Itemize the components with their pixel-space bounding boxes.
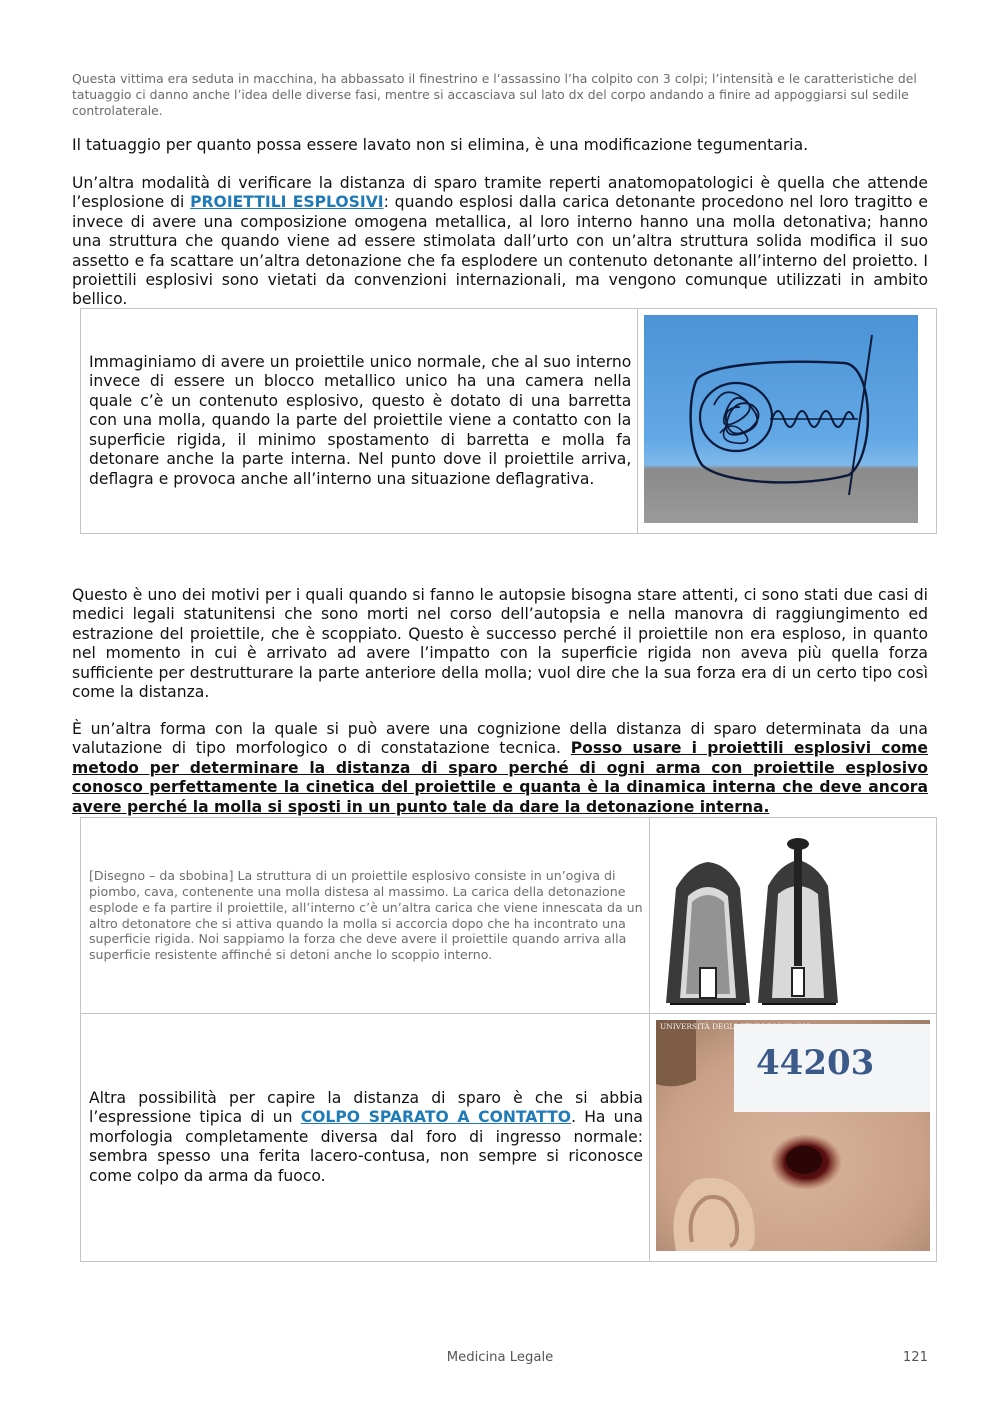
box-text-cell: [81, 1014, 650, 1262]
paragraph-text: : quando esplosi dalla carica detonante procedono nel loro tragitto e invece di avere una composizione omogena metallica, al loro interno hanno una molla detonativa; hanno una struttura che quando viene ad essere stimolata dall’urto con un’altra struttura solida modifica il suo assetto e fa scattare un’altra detonazione che fa esplodere un contenuto detonante all’interno del proietto. I proiettili esplosivi sono vietati da convenzioni internazionali, ma vengono comunque utilizzati in ambito bellico.: [72, 193, 928, 309]
contact-shot-text: [89, 1089, 643, 1186]
paragraph-tattoo: Il tatuaggio per quanto possa essere lavato non si elimina, è una modificazione tegumentaria.: [72, 136, 809, 154]
bullet-structure-table: [80, 817, 937, 1262]
paragraph-explosive-bullets: [72, 174, 928, 310]
emphasized-text: Posso usare i proiettili esplosivi come metodo per determinare la distanza di sparo perché di ogni arma con proiettile esplosivo conosco perfettamente la cinetica del proiettile e quanta è la dinamica interna che deve ancora avere perché la molla si sposti in un punto tale da dare la detonazione interna.: [72, 739, 928, 816]
page-number: 121: [902, 1350, 928, 1365]
photo-header-text: UNIVERSITÀ DEGLI STUDI DI MILANO: [660, 1022, 812, 1031]
contact-wound-photo: [656, 1020, 930, 1251]
box-text-cell: [81, 309, 638, 534]
paragraph-text: Un’altra modalità di verificare la distanza di sparo tramite reperti anatomopatologici è quella che attende l’esplosione di: [72, 174, 928, 212]
photo-number-label: 44203: [756, 1043, 875, 1083]
footer-title: Medicina Legale: [446, 1350, 554, 1365]
link-colpo-sparato-a-contatto[interactable]: COLPO SPARATO A CONTATTO: [300, 1108, 572, 1127]
wound-photo-cell: [650, 1014, 937, 1262]
bullet-sketch-image: [644, 315, 918, 523]
photo-caption: Questa vittima era seduta in macchina, ha abbassato il finestrino e l’assassino l’ha colpito con 3 colpi; l’intensità e le caratteristiche del tatuaggio ci danno anche l’idea delle diverse fasi, mentre si accasciava sul lato dx del corpo andando a finire ad appoggiarsi sul sedile controlaterale.: [72, 71, 917, 118]
bullet-cross-section-image: [650, 818, 936, 1009]
paragraph-text: . Ha una morfologia completamente diversa dal foro di ingresso normale: sembra spesso una ferita lacero-contusa, non sempre si riconosce come colpo da arma da fuoco.: [89, 1108, 643, 1185]
paragraph-morphology: [72, 720, 928, 817]
bullet-structure-text: [Disegno – da sbobina] La struttura di un proiettile esplosivo consiste in un’ogiva di piombo, cava, contenente una molla distesa al massimo. La carica della detonazione esplode e fa partire il proiettile, all’interno c’è un’altra carica che viene innescata da un altro detonatore che si attiva quando la molla si accorcia dopo che ha incontrato una superficie rigida. Noi sappiamo la forza che deve avere il proiettile quando arriva alla superficie resistente affinché si detoni anche lo scoppio interno.: [89, 868, 643, 962]
paragraph-autopsy: Questo è uno dei motivi per i quali quando si fanno le autopsie bisogna stare attenti, ci sono stati due casi di medici legali statunitensi che sono morti nel corso dell’autopsia e nella manovra di raggiungimento ed estrazione del proiettile, che è scoppiato. Questo è successo perché il proiettile non era esploso, in quanto nel momento in cui è arrivato ad avere l’impatto con la superficie rigida non aveva più quella forza sufficiente per destrutturare la parte anteriore della molla; vuol dire che la sua forza era di un certo tipo così come la distanza.: [72, 586, 928, 702]
explosive-bullet-box: [80, 308, 937, 534]
box-text-cell: [81, 818, 650, 1014]
sketch-image-cell: [638, 309, 937, 534]
box-explosive-text: Immaginiamo di avere un proiettile unico normale, che al suo interno invece di essere un blocco metallico unico ha una camera nella quale c’è un contenuto esplosivo, questo è dotato di una barretta con una molla, quando la parte del proiettile viene a contatto con la superficie rigida, il minimo spostamento di barretta e molla fa detonare anche la parte interna. Nel punto dove il proiettile arriva, deflagra e provoca anche all’interno una situazione deflagrativa.: [89, 353, 632, 488]
paragraph-text: È un’altra forma con la quale si può avere una cognizione della distanza di sparo determinata da una valutazione di tipo morfologico o di constatazione tecnica.: [72, 720, 928, 758]
paragraph-text: Altra possibilità per capire la distanza di sparo è che si abbia l’espressione tipica di un: [89, 1088, 643, 1127]
link-proiettili-esplosivi[interactable]: PROIETTILI ESPLOSIVI: [190, 193, 384, 212]
bullet-drawing-cell: [650, 818, 937, 1014]
